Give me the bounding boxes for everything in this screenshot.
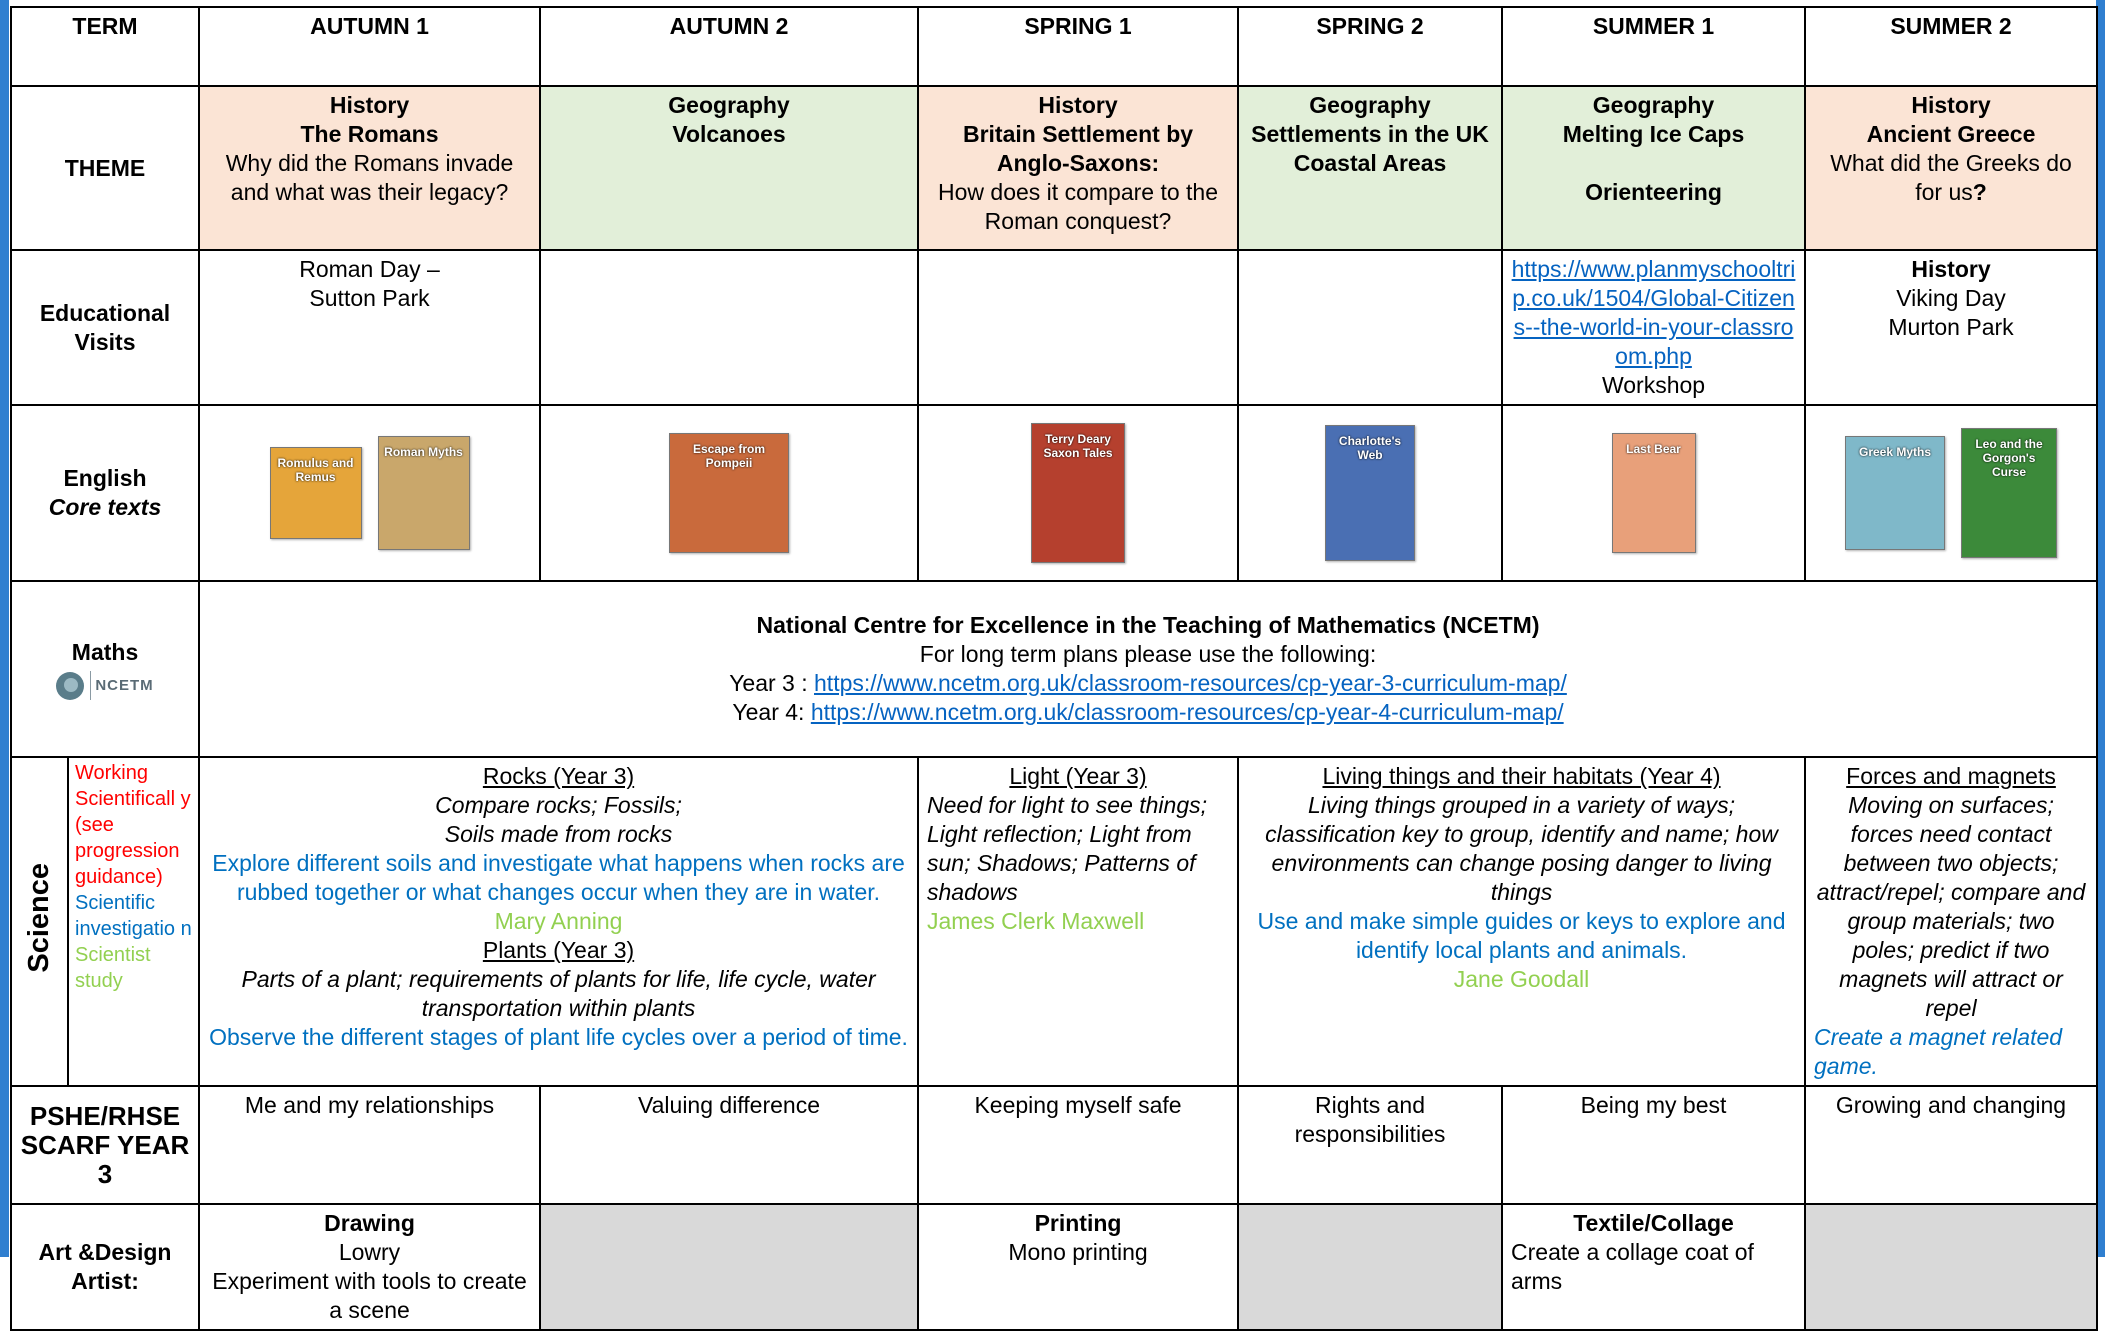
term-header: TERM bbox=[11, 7, 199, 86]
theme-question: What did the Greeks do for us? bbox=[1830, 150, 2072, 205]
science-label: Science bbox=[23, 863, 55, 973]
science-row bbox=[11, 757, 2097, 1086]
science-key bbox=[68, 757, 199, 1086]
ncetm-logo-icon bbox=[56, 672, 84, 700]
english-summer-2 bbox=[1805, 405, 2097, 581]
key-scientific-investigation: Scientific investigatio n bbox=[75, 892, 192, 940]
art-row bbox=[11, 1204, 2097, 1330]
theme-row bbox=[11, 86, 2097, 250]
col-header-spring-1: SPRING 1 bbox=[918, 7, 1238, 86]
col-header-autumn-2: AUTUMN 2 bbox=[540, 7, 918, 86]
visit-summer-2: History Viking Day Murton Park bbox=[1805, 250, 2097, 405]
visit-spring-1 bbox=[918, 250, 1238, 405]
english-autumn-1 bbox=[199, 405, 540, 581]
visits-label: Educational Visits bbox=[11, 250, 199, 405]
science-label-cell bbox=[11, 757, 68, 1086]
art-summer-1: Textile/Collage Create a collage coat of arms bbox=[1502, 1204, 1805, 1330]
maths-intro: For long term plans please use the following: bbox=[919, 641, 1377, 667]
theme-topic: The Romans bbox=[300, 121, 439, 147]
book-cover-saxon-tales: Terry Deary Saxon Tales bbox=[1031, 423, 1125, 563]
art-autumn-1: Drawing Lowry Experiment with tools to create a scene bbox=[199, 1204, 540, 1330]
science-spring-2-summer-1: Living things and their habitats (Year 4) Living things grouped in a variety of ways; classification key to group, identify and name; how environments can change posing danger to living things Use and make simple guides or keys to explore and identify local plants and animals. Jane Goodall bbox=[1238, 757, 1805, 1086]
english-label: English Core texts bbox=[11, 405, 199, 581]
col-header-summer-1: SUMMER 1 bbox=[1502, 7, 1805, 86]
visit-spring-2 bbox=[1238, 250, 1502, 405]
english-spring-1 bbox=[918, 405, 1238, 581]
book-cover-charlottes-web: Charlotte's Web bbox=[1325, 425, 1415, 561]
theme-question: Why did the Romans invade and what was their legacy? bbox=[225, 150, 514, 205]
trip-note: Workshop bbox=[1601, 372, 1706, 398]
header-row bbox=[11, 7, 2097, 86]
col-header-spring-2: SPRING 2 bbox=[1238, 7, 1502, 86]
theme-topic: Ancient Greece bbox=[1866, 121, 2036, 147]
visit-autumn-1: Roman Day – Sutton Park bbox=[199, 250, 540, 405]
visit-summer-1 bbox=[1502, 250, 1805, 405]
art-spring-1: Printing Mono printing bbox=[918, 1204, 1238, 1330]
pshe-autumn-2: Valuing difference bbox=[540, 1086, 918, 1204]
theme-label: THEME bbox=[11, 86, 199, 250]
art-summer-2 bbox=[1805, 1204, 2097, 1330]
pshe-summer-2: Growing and changing bbox=[1805, 1086, 2097, 1204]
theme-autumn-2 bbox=[540, 86, 918, 250]
book-cover-greek-myths: Greek Myths bbox=[1845, 436, 1945, 550]
book-cover-roman-myths: Roman Myths bbox=[378, 436, 470, 550]
theme-question: How does it compare to the Roman conquest? bbox=[938, 179, 1218, 234]
english-autumn-2 bbox=[540, 405, 918, 581]
theme-topic: Volcanoes bbox=[672, 121, 786, 147]
left-border-stripe bbox=[0, 0, 9, 1257]
visits-row bbox=[11, 250, 2097, 405]
visit-autumn-2 bbox=[540, 250, 918, 405]
art-label: Art &Design Artist: bbox=[11, 1204, 199, 1330]
theme-topic: Settlements in the UK bbox=[1251, 121, 1489, 147]
maths-row bbox=[11, 581, 2097, 757]
theme-subject: History bbox=[1911, 92, 1991, 118]
theme-topic-2: Orienteering bbox=[1585, 179, 1722, 205]
year3-curriculum-link[interactable]: https://www.ncetm.org.uk/classroom-resources/cp-year-3-curriculum-map/ bbox=[814, 670, 1567, 696]
theme-summer-1 bbox=[1502, 86, 1805, 250]
theme-subject: Geography bbox=[668, 92, 790, 118]
english-summer-1 bbox=[1502, 405, 1805, 581]
col-header-autumn-1: AUTUMN 1 bbox=[199, 7, 540, 86]
pshe-label: PSHE/RHSE SCARF YEAR 3 bbox=[11, 1086, 199, 1204]
pshe-summer-1: Being my best bbox=[1502, 1086, 1805, 1204]
book-cover-romulus-remus: Romulus and Remus bbox=[270, 447, 362, 539]
maths-heading: National Centre for Excellence in the Teaching of Mathematics (NCETM) bbox=[756, 612, 1540, 638]
book-cover-escape-from-pompeii: Escape from Pompeii bbox=[669, 433, 789, 553]
theme-subject: Geography bbox=[1592, 92, 1715, 118]
science-summer-2: Forces and magnets Moving on surfaces; forces need contact between two objects; attract/repel; compare and group materials; two poles; predict if two magnets will attract or repel Create a magnet related game. bbox=[1805, 757, 2097, 1086]
book-cover-leo-gorgons-curse: Leo and the Gorgon's Curse bbox=[1961, 428, 2057, 558]
maths-year4: Year 4: https://www.ncetm.org.uk/classroom-resources/cp-year-4-curriculum-map/ bbox=[732, 699, 1564, 725]
theme-spring-2 bbox=[1238, 86, 1502, 250]
theme-subject: Geography bbox=[1309, 92, 1431, 118]
trip-link[interactable]: https://www.planmyschooltrip.co.uk/1504/Global-Citizens--the-world-in-your-classroom.php bbox=[1511, 256, 1796, 369]
ncetm-logo: NCETM bbox=[20, 671, 190, 700]
art-spring-2 bbox=[1238, 1204, 1502, 1330]
book-cover-last-bear: Last Bear bbox=[1612, 433, 1696, 553]
maths-content bbox=[199, 581, 2097, 757]
curriculum-map-table bbox=[10, 6, 2098, 1331]
year4-curriculum-link[interactable]: https://www.ncetm.org.uk/classroom-resources/cp-year-4-curriculum-map/ bbox=[810, 699, 1564, 725]
maths-label: Maths NCETM bbox=[11, 581, 199, 757]
pshe-autumn-1: Me and my relationships bbox=[199, 1086, 540, 1204]
maths-year3: Year 3 : https://www.ncetm.org.uk/classroom-resources/cp-year-3-curriculum-map/ bbox=[729, 670, 1567, 696]
theme-topic: Britain Settlement by Anglo-Saxons: bbox=[962, 121, 1194, 176]
science-autumn: Rocks (Year 3) Compare rocks; Fossils; Soils made from rocks Explore different soils and investigate what happens when rocks are rubbed together or what changes occur when they are in water. Mary Anning Plants (Year 3) Parts of a plant; requirements of plants for life, life cycle, water transportation within plants Observe the different stages of plant life cycles over a period of time. bbox=[199, 757, 918, 1086]
theme-topic: Melting Ice Caps bbox=[1562, 121, 1745, 147]
science-spring-1: Light (Year 3) Need for light to see things; Light reflection; Light from sun; Shadows; Patterns of shadows James Clerk Maxwell bbox=[918, 757, 1238, 1086]
key-working-scientifically: Working Scientificall y (see progression guidance) bbox=[75, 762, 191, 888]
art-autumn-2 bbox=[540, 1204, 918, 1330]
theme-summer-2 bbox=[1805, 86, 2097, 250]
col-header-summer-2: SUMMER 2 bbox=[1805, 7, 2097, 86]
key-scientist-study: Scientist study bbox=[75, 944, 151, 992]
english-spring-2 bbox=[1238, 405, 1502, 581]
pshe-row bbox=[11, 1086, 2097, 1204]
theme-autumn-1 bbox=[199, 86, 540, 250]
theme-topic-2: Coastal Areas bbox=[1293, 150, 1447, 176]
pshe-spring-2: Rights and responsibilities bbox=[1238, 1086, 1502, 1204]
theme-subject: History bbox=[1038, 92, 1118, 118]
pshe-spring-1: Keeping myself safe bbox=[918, 1086, 1238, 1204]
theme-spring-1 bbox=[918, 86, 1238, 250]
english-row bbox=[11, 405, 2097, 581]
theme-subject: History bbox=[329, 92, 410, 118]
